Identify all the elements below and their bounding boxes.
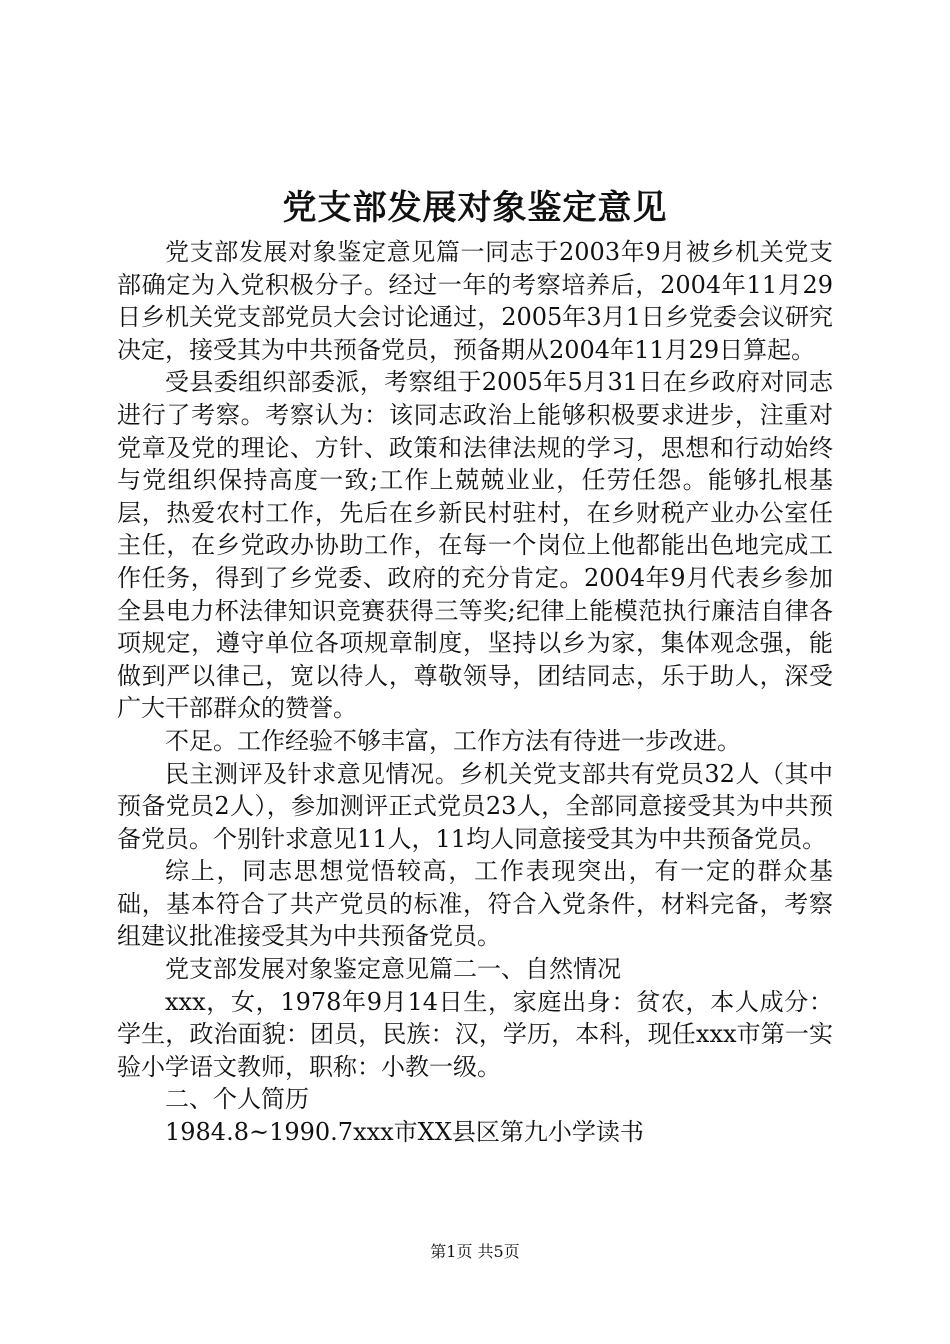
paragraph-3: 不足。工作经验不够丰富，工作方法有待进一步改进。 <box>165 726 741 755</box>
paragraph-8: 二、个人简历 <box>165 1085 309 1114</box>
paragraph-6: 党支部发展对象鉴定意见篇二一、自然情况 <box>165 955 621 984</box>
page-footer: 第1页 共5页 <box>430 1242 520 1261</box>
paragraph-5: 综上，同志思想觉悟较高，工作表现突出，有一定的群众基础，基本符合了共产党员的标准，符合入党条件，材料完备，考察组建议批准接受其为中共预备党员。 <box>117 857 833 951</box>
paragraph-2: 受县委组织部委派，考察组于2005年5月31日在乡政府对同志进行了考察。考察认为：该同志政治上能够积极要求进步，注重对党章及党的理论、方针、政策和法律法规的学习，思想和行动始终与党组织保持高度一致;工作上兢兢业业，任劳任怨。能够扎根基层，热爱农村工作，先后在乡新民村驻村，在乡财税产业办公室任主任，在乡党政办协助工作，在每一个岗位上他都能出色地完成工作任务，得到了乡党委、政府的充分肯定。2004年9月代表乡参加全县电力杯法律知识竞赛获得三等奖;纪律上能模范执行廉洁自律各项规定，遵守单位各项规章制度，坚持以乡为家，集体观念强，能做到严以律己，宽以待人，尊敬领导，团结同志，乐于助人，深受广大干部群众的赞誉。 <box>117 368 833 723</box>
paragraph-4: 民主测评及针求意见情况。乡机关党支部共有党员32人（其中预备党员2人），参加测评正式党员23人，全部同意接受其为中共预备党员。个别针求意见11人，11均人同意接受其为中共预备党员。 <box>117 759 833 853</box>
document-body <box>117 236 833 1149</box>
paragraph-9: 1984.8~1990.7xxx市XX县区第九小学读书 <box>165 1118 644 1147</box>
paragraph-1: 党支部发展对象鉴定意见篇一同志于2003年9月被乡机关党支部确定为入党积极分子。经过一年的考察培养后，2004年11月29日乡机关党支部党员大会讨论通过，2005年3月1日乡党委会议研究决定，接受其为中共预备党员，预备期从2004年11月29日算起。 <box>117 238 833 364</box>
paragraph-7: xxx，女，1978年9月14日生，家庭出身：贫农，本人成分：学生，政治面貌：团员，民族：汉，学历，本科，现任xxx市第一实验小学语文教师，职称：小教一级。 <box>117 987 833 1081</box>
document-title: 党支部发展对象鉴定意见 <box>282 188 668 228</box>
